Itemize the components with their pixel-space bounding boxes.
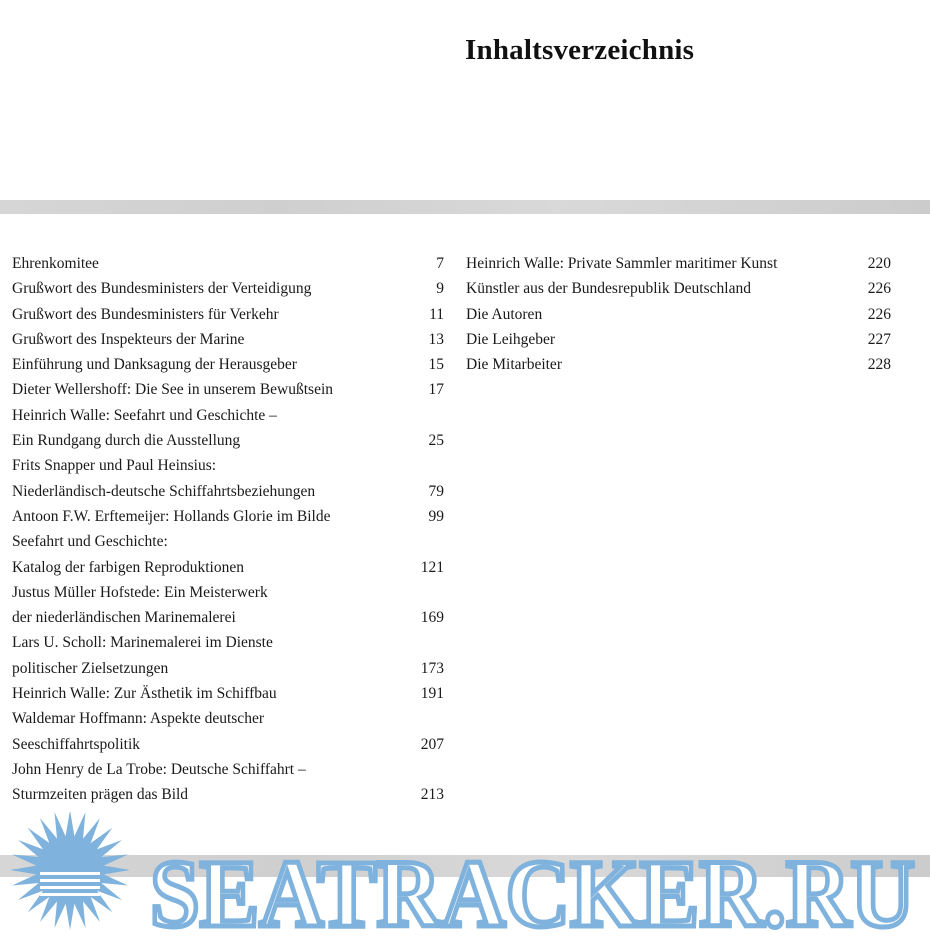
toc-entry-title: Ehrenkomitee [12, 255, 99, 272]
toc-entry [466, 327, 891, 352]
page-title: Inhaltsverzeichnis [465, 34, 695, 66]
toc-entry-title: Grußwort des Bundesministers für Verkehr [12, 305, 279, 323]
toc-entry [12, 630, 444, 681]
toc-entry-page: 13 [428, 330, 444, 348]
toc-entry-title: Frits Snapper und Paul Heinsius: [12, 457, 217, 475]
toc-entry-title: Justus Müller Hofstede: Ein Meisterwerk [12, 583, 268, 601]
toc-entry-title: Heinrich Walle: Zur Ästhetik im Schiffbau [12, 685, 277, 703]
toc-entry [12, 757, 444, 808]
toc-entry-title: Die Mitarbeiter [466, 356, 562, 374]
toc-entry-page: 213 [420, 786, 444, 804]
toc-entry [12, 453, 444, 504]
watermark [0, 812, 930, 951]
toc-entry-page: 227 [867, 330, 891, 348]
toc-entry [12, 251, 444, 276]
toc-entry-page: 9 [436, 280, 444, 298]
toc-entry-page: 7 [436, 255, 444, 272]
toc-entry-title: Katalog der farbigen Reproduktionen [12, 558, 244, 576]
toc-entry [12, 327, 444, 352]
toc-entry-page: 99 [428, 507, 444, 525]
toc-entry-title: politischer Zielsetzungen [12, 659, 169, 677]
toc-entry-title: Antoon F.W. Erftemeijer: Hollands Glorie im Bilde [12, 507, 331, 525]
toc-entry-page: 79 [428, 482, 444, 500]
toc-entry-title: Die Autoren [466, 305, 543, 323]
toc-entry [12, 403, 444, 454]
toc-entry [12, 504, 444, 529]
toc-entry-title: Niederländisch-deutsche Schiffahrtsbeziehungen [12, 482, 316, 500]
sun-disc [40, 840, 100, 900]
toc-entry-title: Lars U. Scholl: Marinemalerei im Dienste [12, 634, 273, 652]
toc-right-column [466, 251, 891, 377]
toc-entry [12, 706, 444, 757]
toc-entry-title: Die Leihgeber [466, 330, 556, 348]
toc-entry [12, 681, 444, 706]
toc-entry-title: Seeschiffahrtspolitik [12, 735, 140, 753]
toc-entry-page: 220 [867, 255, 891, 272]
toc-entry [466, 352, 891, 377]
toc-entry [12, 302, 444, 327]
toc-entry-title: Sturmzeiten prägen das Bild [12, 786, 189, 804]
sun-stripe [40, 879, 100, 882]
toc-entry-title: Heinrich Walle: Private Sammler maritimer Kunst [466, 255, 778, 272]
toc-entry-page: 11 [429, 305, 444, 323]
toc-entry-title: John Henry de La Trobe: Deutsche Schiffahrt – [12, 760, 306, 778]
toc-entry-page: 169 [420, 609, 444, 627]
toc-entry-page: 228 [867, 356, 891, 374]
toc-entry-title: Ein Rundgang durch die Ausstellung [12, 432, 241, 450]
toc-entry-title: Heinrich Walle: Seefahrt und Geschichte – [12, 406, 277, 424]
toc-entry-title: Grußwort des Inspekteurs der Marine [12, 330, 245, 348]
toc-entry [12, 580, 444, 631]
sun-stripe [40, 893, 100, 896]
toc-entry-title: Waldemar Hoffmann: Aspekte deutscher [12, 710, 264, 728]
toc-entry [466, 251, 891, 276]
toc-left-column [12, 251, 444, 808]
toc-entry-page: 207 [420, 735, 444, 753]
toc-entry-page: 25 [428, 432, 444, 450]
top-divider [0, 200, 930, 214]
sun-icon [10, 812, 130, 930]
toc-entry-page: 121 [420, 558, 444, 576]
toc-entry [12, 276, 444, 301]
toc-entry [12, 529, 444, 580]
toc-entry-title: Grußwort des Bundesministers der Verteidigung [12, 280, 312, 298]
toc-entry [466, 302, 891, 327]
toc-entry-title: Künstler aus der Bundesrepublik Deutschland [466, 280, 751, 298]
toc-entry-page: 15 [428, 356, 444, 374]
toc-entry-title: der niederländischen Marinemalerei [12, 609, 236, 627]
toc-entry [12, 377, 444, 402]
toc-entry-title: Seefahrt und Geschichte: [12, 533, 168, 551]
watermark-text: SEATRACKER.RU [150, 840, 915, 947]
toc-entry-page: 173 [420, 659, 444, 677]
toc-entry-title: Einführung und Danksagung der Herausgeber [12, 356, 297, 374]
toc-entry-page: 191 [420, 685, 444, 703]
toc-entry [466, 276, 891, 301]
sun-stripe [40, 886, 100, 889]
toc-entry-page: 17 [428, 381, 444, 399]
toc-entry-title: Dieter Wellershoff: Die See in unserem Bewußtsein [12, 381, 334, 399]
toc-entry-page: 226 [867, 280, 891, 298]
sun-stripe [40, 872, 100, 875]
toc-entry [12, 352, 444, 377]
toc-entry-page: 226 [867, 305, 891, 323]
